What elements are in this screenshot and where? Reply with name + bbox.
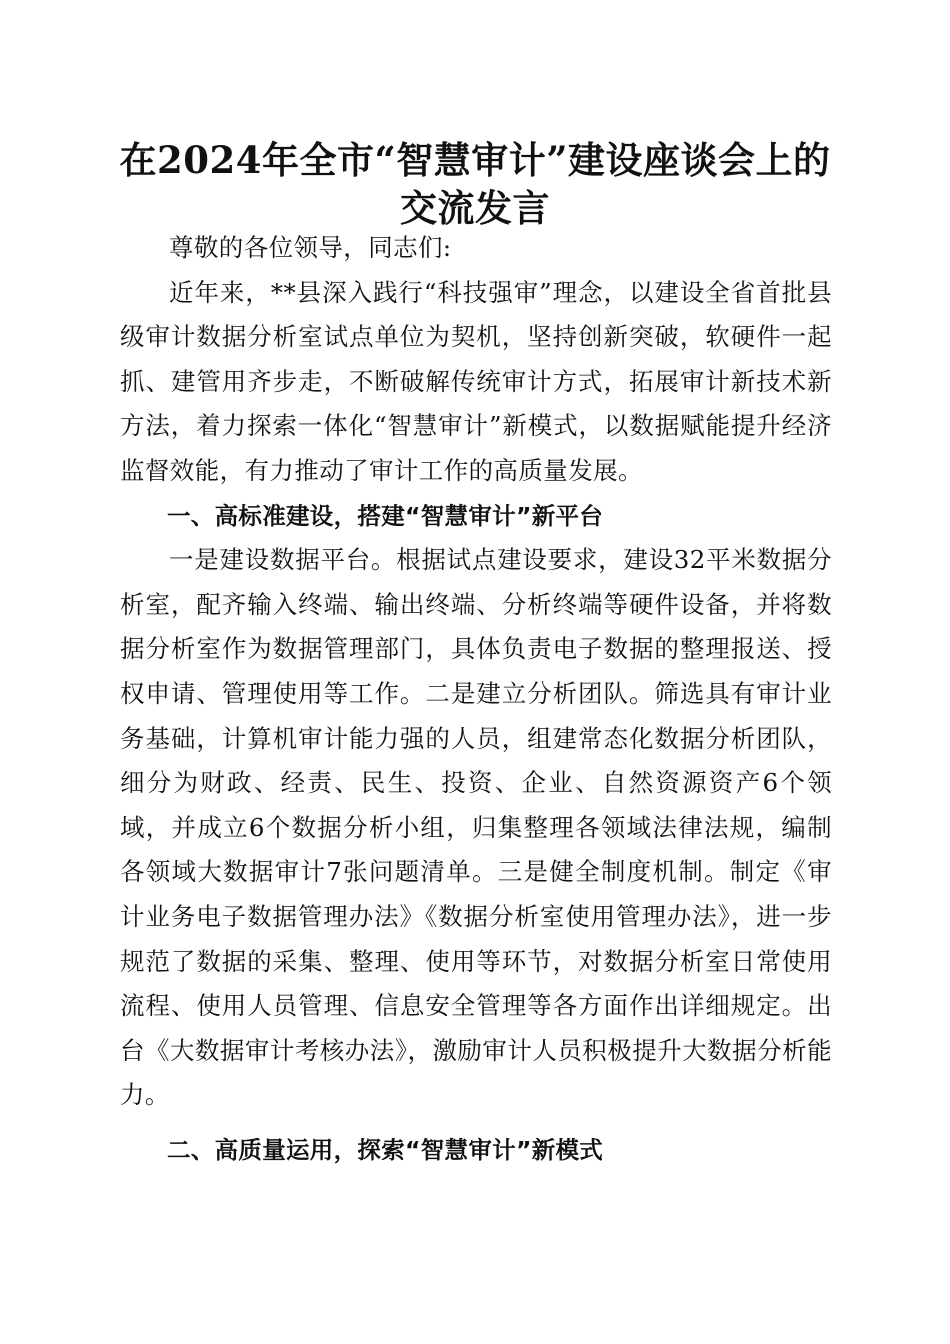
document-body bbox=[120, 226, 832, 1172]
section-1-heading: 一、高标准建设，搭建“智慧审计”新平台 bbox=[167, 501, 604, 530]
document-title-line2: 交流发言 bbox=[400, 186, 550, 230]
section-2-heading: 二、高质量运用，探索“智慧审计”新模式 bbox=[167, 1135, 604, 1164]
intro-paragraph: 近年来，**县深入践行“科技强审”理念，以建设全省首批县级审计数据分析室试点单位为契机，坚持创新突破，软硬件一起抓、建管用齐步走，不断破解传统审计方式，拓展审计新技术新方法，着力探索一体化“智慧审计”新模式，以数据赋能提升经济监督效能，有力推动了审计工作的高质量发展。 bbox=[120, 277, 832, 485]
salutation: 尊敬的各位领导，同志们: bbox=[169, 233, 452, 262]
section-1-paragraph: 一是建设数据平台。根据试点建设要求，建设32平米数据分析室，配齐输入终端、输出终端、分析终端等硬件设备，并将数据分析室作为数据管理部门，具体负责电子数据的整理报送、授权申请、管理使用等工作。二是建立分析团队。筛选具有审计业务基础，计算机审计能力强的人员，组建常态化数据分析团队，细分为财政、经责、民生、投资、企业、自然资源资产6个领域，并成立6个数据分析小组，归集整理各领域法律法规，编制各领域大数据审计7张问题清单。三是健全制度机制。制定《审计业务电子数据管理办法》《数据分析室使用管理办法》，进一步规范了数据的采集、整理、使用等环节，对数据分析室日常使用流程、使用人员管理、信息安全管理等各方面作出详细规定。出台《大数据审计考核办法》，激励审计人员积极提升大数据分析能力。 bbox=[120, 545, 832, 1110]
document-title-line1: 在2024年全市“智慧审计”建设座谈会上的 bbox=[119, 138, 831, 182]
